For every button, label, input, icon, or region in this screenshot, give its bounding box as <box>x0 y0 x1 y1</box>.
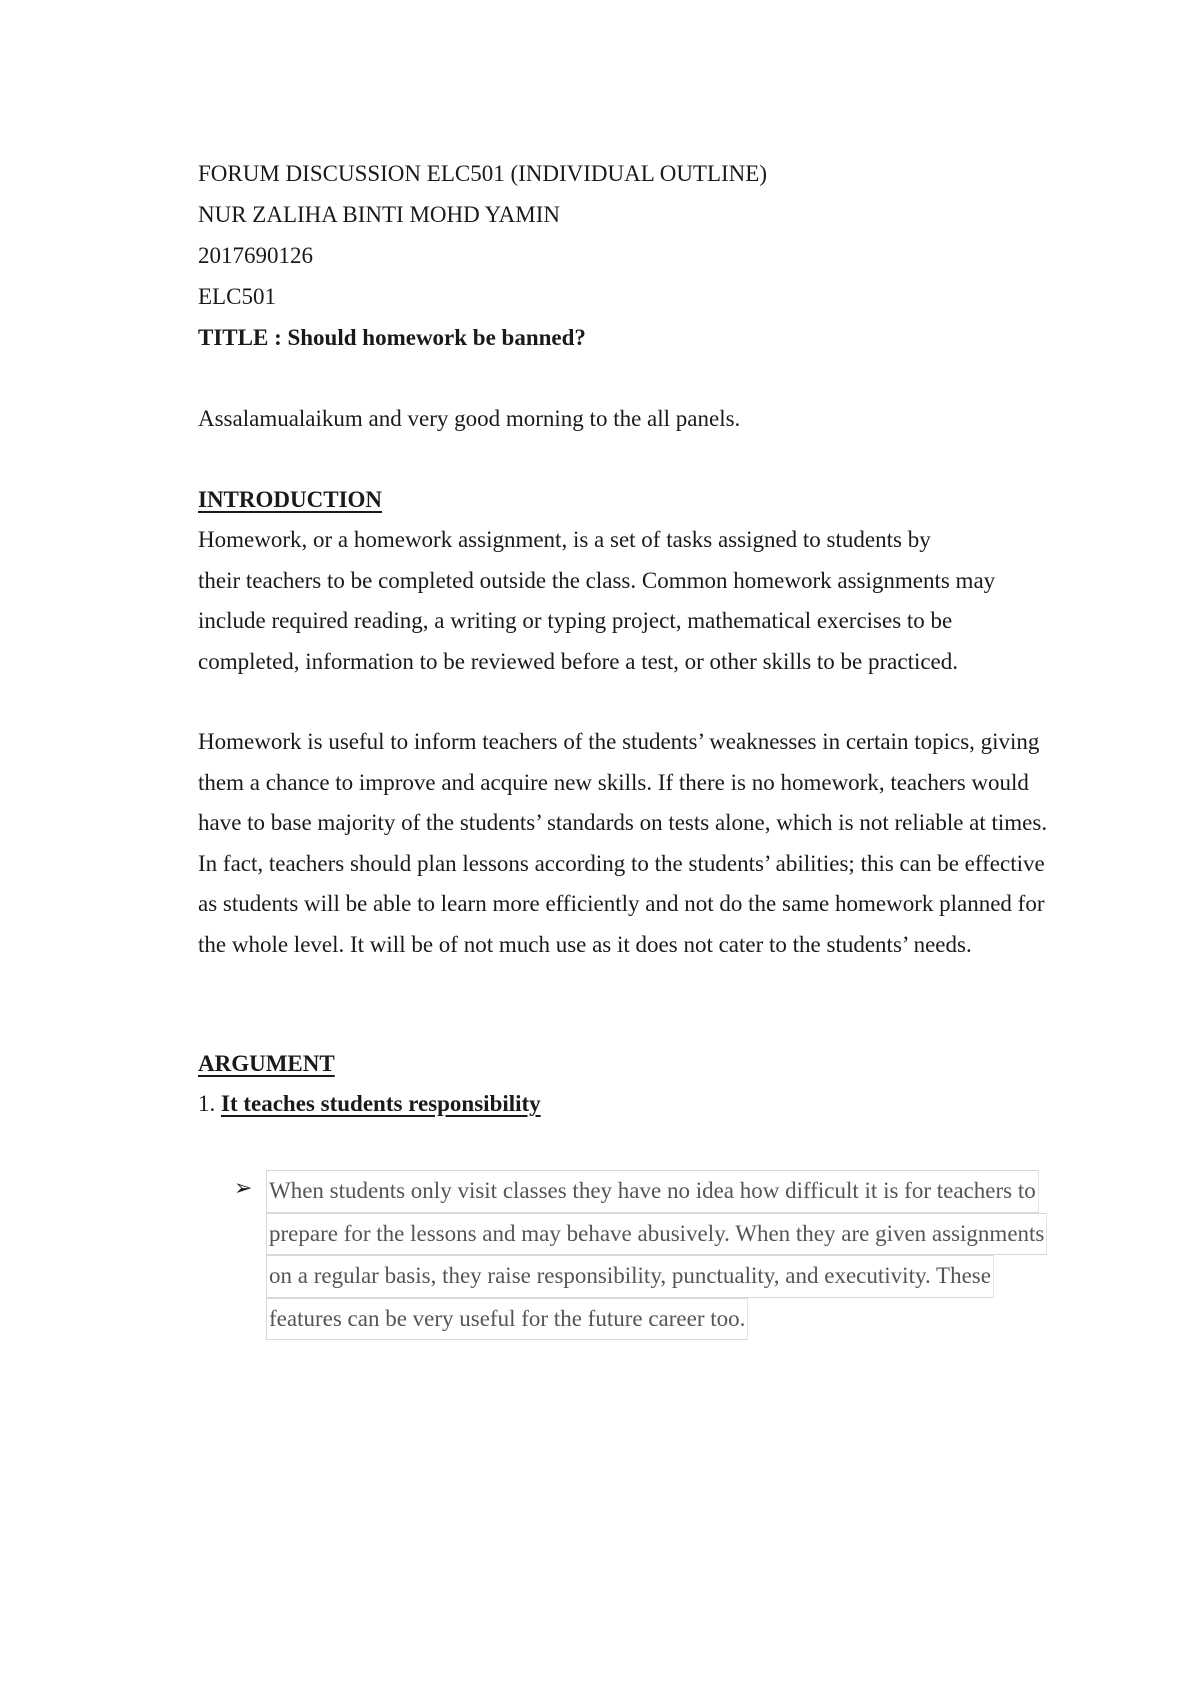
introduction-heading: INTRODUCTION <box>198 487 383 512</box>
paragraph-line: them a chance to improve and acquire new skills. If there is no homework, teachers would <box>198 769 1029 795</box>
paragraph-line: as students will be able to learn more efficiently and not do the same homework planned for <box>198 891 1045 916</box>
introduction-paragraph-2 <box>198 722 1078 965</box>
bullet-line: When students only visit classes they have no idea how difficult it is for teachers to <box>266 1170 1039 1213</box>
course-code: ELC501 <box>198 284 276 309</box>
paragraph-line: Homework is useful to inform teachers of the students’ weaknesses in certain topics, giving <box>198 729 1040 754</box>
arrow-bullet-icon: ➢ <box>234 1176 253 1201</box>
document-title: TITLE : Should homework be banned? <box>198 325 586 350</box>
point-title: It teaches students responsibility <box>221 1091 541 1116</box>
bullet-line: prepare for the lessons and may behave abusively. When they are given assignments <box>266 1213 1047 1256</box>
bullet-line: on a regular basis, they raise responsibility, punctuality, and executivity. These <box>266 1255 994 1298</box>
paragraph-line: In fact, teachers should plan lessons according to the students’ abilities; this can be effective <box>198 850 1045 876</box>
document-heading: FORUM DISCUSSION ELC501 (INDIVIDUAL OUTLINE) <box>198 161 768 186</box>
argument-point-1 <box>198 1090 541 1118</box>
paragraph-line: include required reading, a writing or typing project, mathematical exercises to be <box>198 608 953 633</box>
argument-bullet-text <box>266 1170 1047 1340</box>
paragraph-line: have to base majority of the students’ standards on tests alone, which is not reliable at times. <box>198 810 1048 835</box>
paragraph-line: Homework, or a homework assignment, is a set of tasks assigned to students by <box>198 527 931 552</box>
student-name: NUR ZALIHA BINTI MOHD YAMIN <box>198 202 561 227</box>
point-number: 1. <box>198 1091 216 1116</box>
student-id: 2017690126 <box>198 243 313 268</box>
bullet-line: features can be very useful for the future career too. <box>266 1298 748 1341</box>
paragraph-line: completed, information to be reviewed before a test, or other skills to be practiced. <box>198 648 959 674</box>
paragraph-line: the whole level. It will be of not much use as it does not cater to the students’ needs. <box>198 931 972 957</box>
introduction-paragraph-1 <box>198 520 1078 682</box>
argument-heading: ARGUMENT <box>198 1051 335 1076</box>
greeting-text: Assalamualaikum and very good morning to the all panels. <box>198 406 741 431</box>
paragraph-line: their teachers to be completed outside the class. Common homework assignments may <box>198 567 996 593</box>
